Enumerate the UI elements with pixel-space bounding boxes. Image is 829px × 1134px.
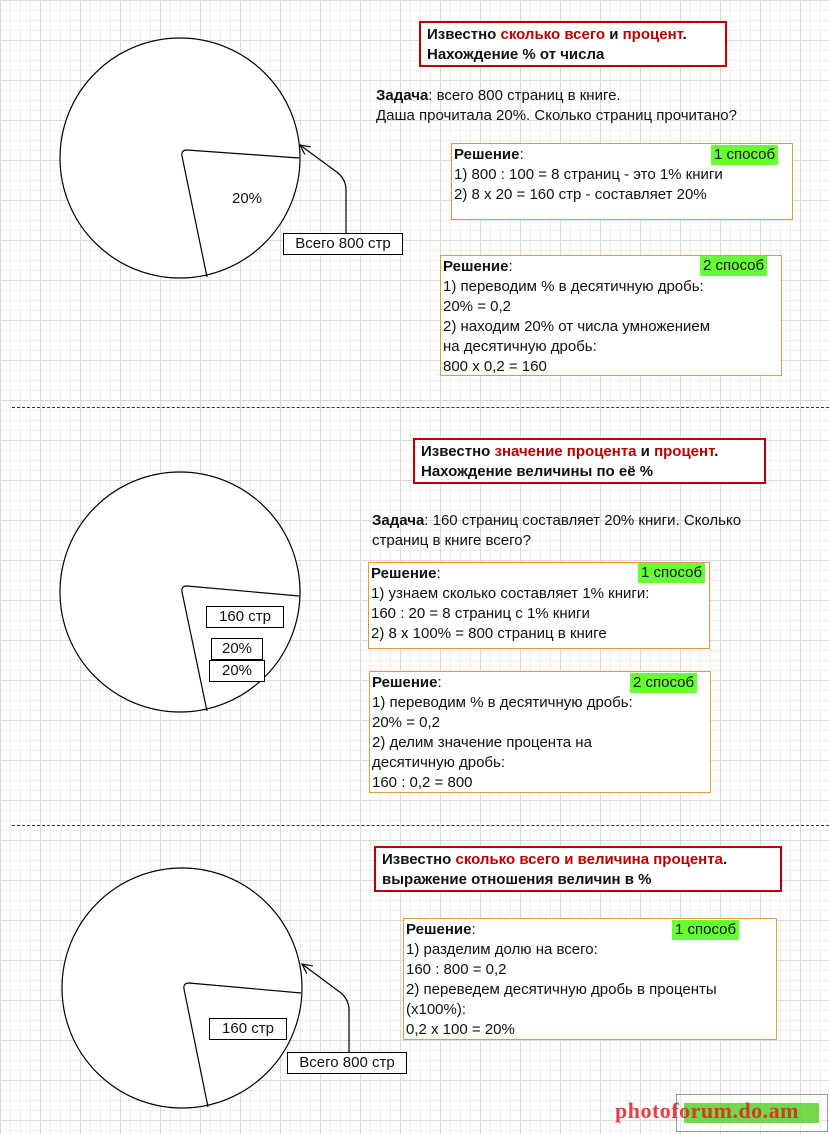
section2-solution2: Решение: 1) переводим % в десятичную дробь: 20% = 0,2 2) делим значение процента на десятичную дробь: 160 : 0,2 = 800 <box>369 671 711 793</box>
pie2-percent-label-2: 20% <box>209 660 265 682</box>
section1-title-line1: Известно сколько всего и процент. <box>427 26 687 43</box>
watermark-logo: photoforum.do.am <box>615 1098 800 1123</box>
task-label: Задача <box>376 87 429 104</box>
pie1-label: 20% <box>232 190 263 207</box>
pie2-percent-label-1: 20% <box>211 638 263 660</box>
callout-arrow-3 <box>302 964 349 1052</box>
section1-solution1: Решение: 1) 800 : 100 = 8 страниц - это 1% книги 2) 8 х 20 = 160 стр - составляет 20% <box>451 143 793 220</box>
pie-chart-1 <box>60 38 300 278</box>
section1-solution2: Решение: 1) переводим % в десятичную дробь: 20% = 0,2 2) находим 20% от числа умножением на десятичную дробь: 800 х 0,2 = 160 <box>440 255 782 376</box>
section3-title <box>374 846 782 892</box>
section3-solution1: Решение: 1) разделим долю на всего: 160 : 800 = 0,2 2) переведем десятичную дробь в проценты (х100%): 0,2 х 100 = 20% <box>403 918 777 1040</box>
pie-chart-3 <box>62 868 302 1108</box>
section3-method1-badge: 1 способ <box>672 920 739 940</box>
section1-method1-badge: 1 способ <box>711 145 778 165</box>
callout-total-3: Всего 800 стр <box>287 1052 407 1074</box>
section3-title-line1: Известно сколько всего и величина процента. <box>382 851 728 868</box>
section2-method1-badge: 1 способ <box>638 563 705 583</box>
section2-task: Задача: 160 страниц составляет 20% книги. Сколько страниц в книге всего? <box>372 512 742 549</box>
section1-task: Задача: всего 800 страниц в книге. Даша прочитала 20%. Сколько страниц прочитано? <box>376 87 737 124</box>
section2-title-line2: Нахождение величины по её % <box>421 463 654 480</box>
task-label: Задача <box>372 512 425 529</box>
section1-method2-badge: 2 способ <box>700 256 767 276</box>
section2-solution1: Решение: 1) узнаем сколько составляет 1% книги: 160 : 20 = 8 страниц с 1% книги 2) 8 х 100% = 800 страниц в книге <box>368 562 710 649</box>
section1-title <box>419 21 727 67</box>
section-divider-2 <box>12 825 829 826</box>
callout-total-1: Всего 800 стр <box>283 233 403 255</box>
pie2-pages-label: 160 стр <box>206 606 284 628</box>
callout-arrow-1 <box>300 145 346 234</box>
section2-method2-badge: 2 способ <box>630 673 697 693</box>
section2-title <box>413 438 766 484</box>
section3-title-line2: выражение отношения величин в % <box>382 871 652 888</box>
section-divider-1 <box>12 407 829 408</box>
section2-title-line1: Известно значение процента и процент. <box>421 443 719 460</box>
section1-title-line2: Нахождение % от числа <box>427 46 605 63</box>
pie3-pages-label: 160 стр <box>209 1018 287 1040</box>
